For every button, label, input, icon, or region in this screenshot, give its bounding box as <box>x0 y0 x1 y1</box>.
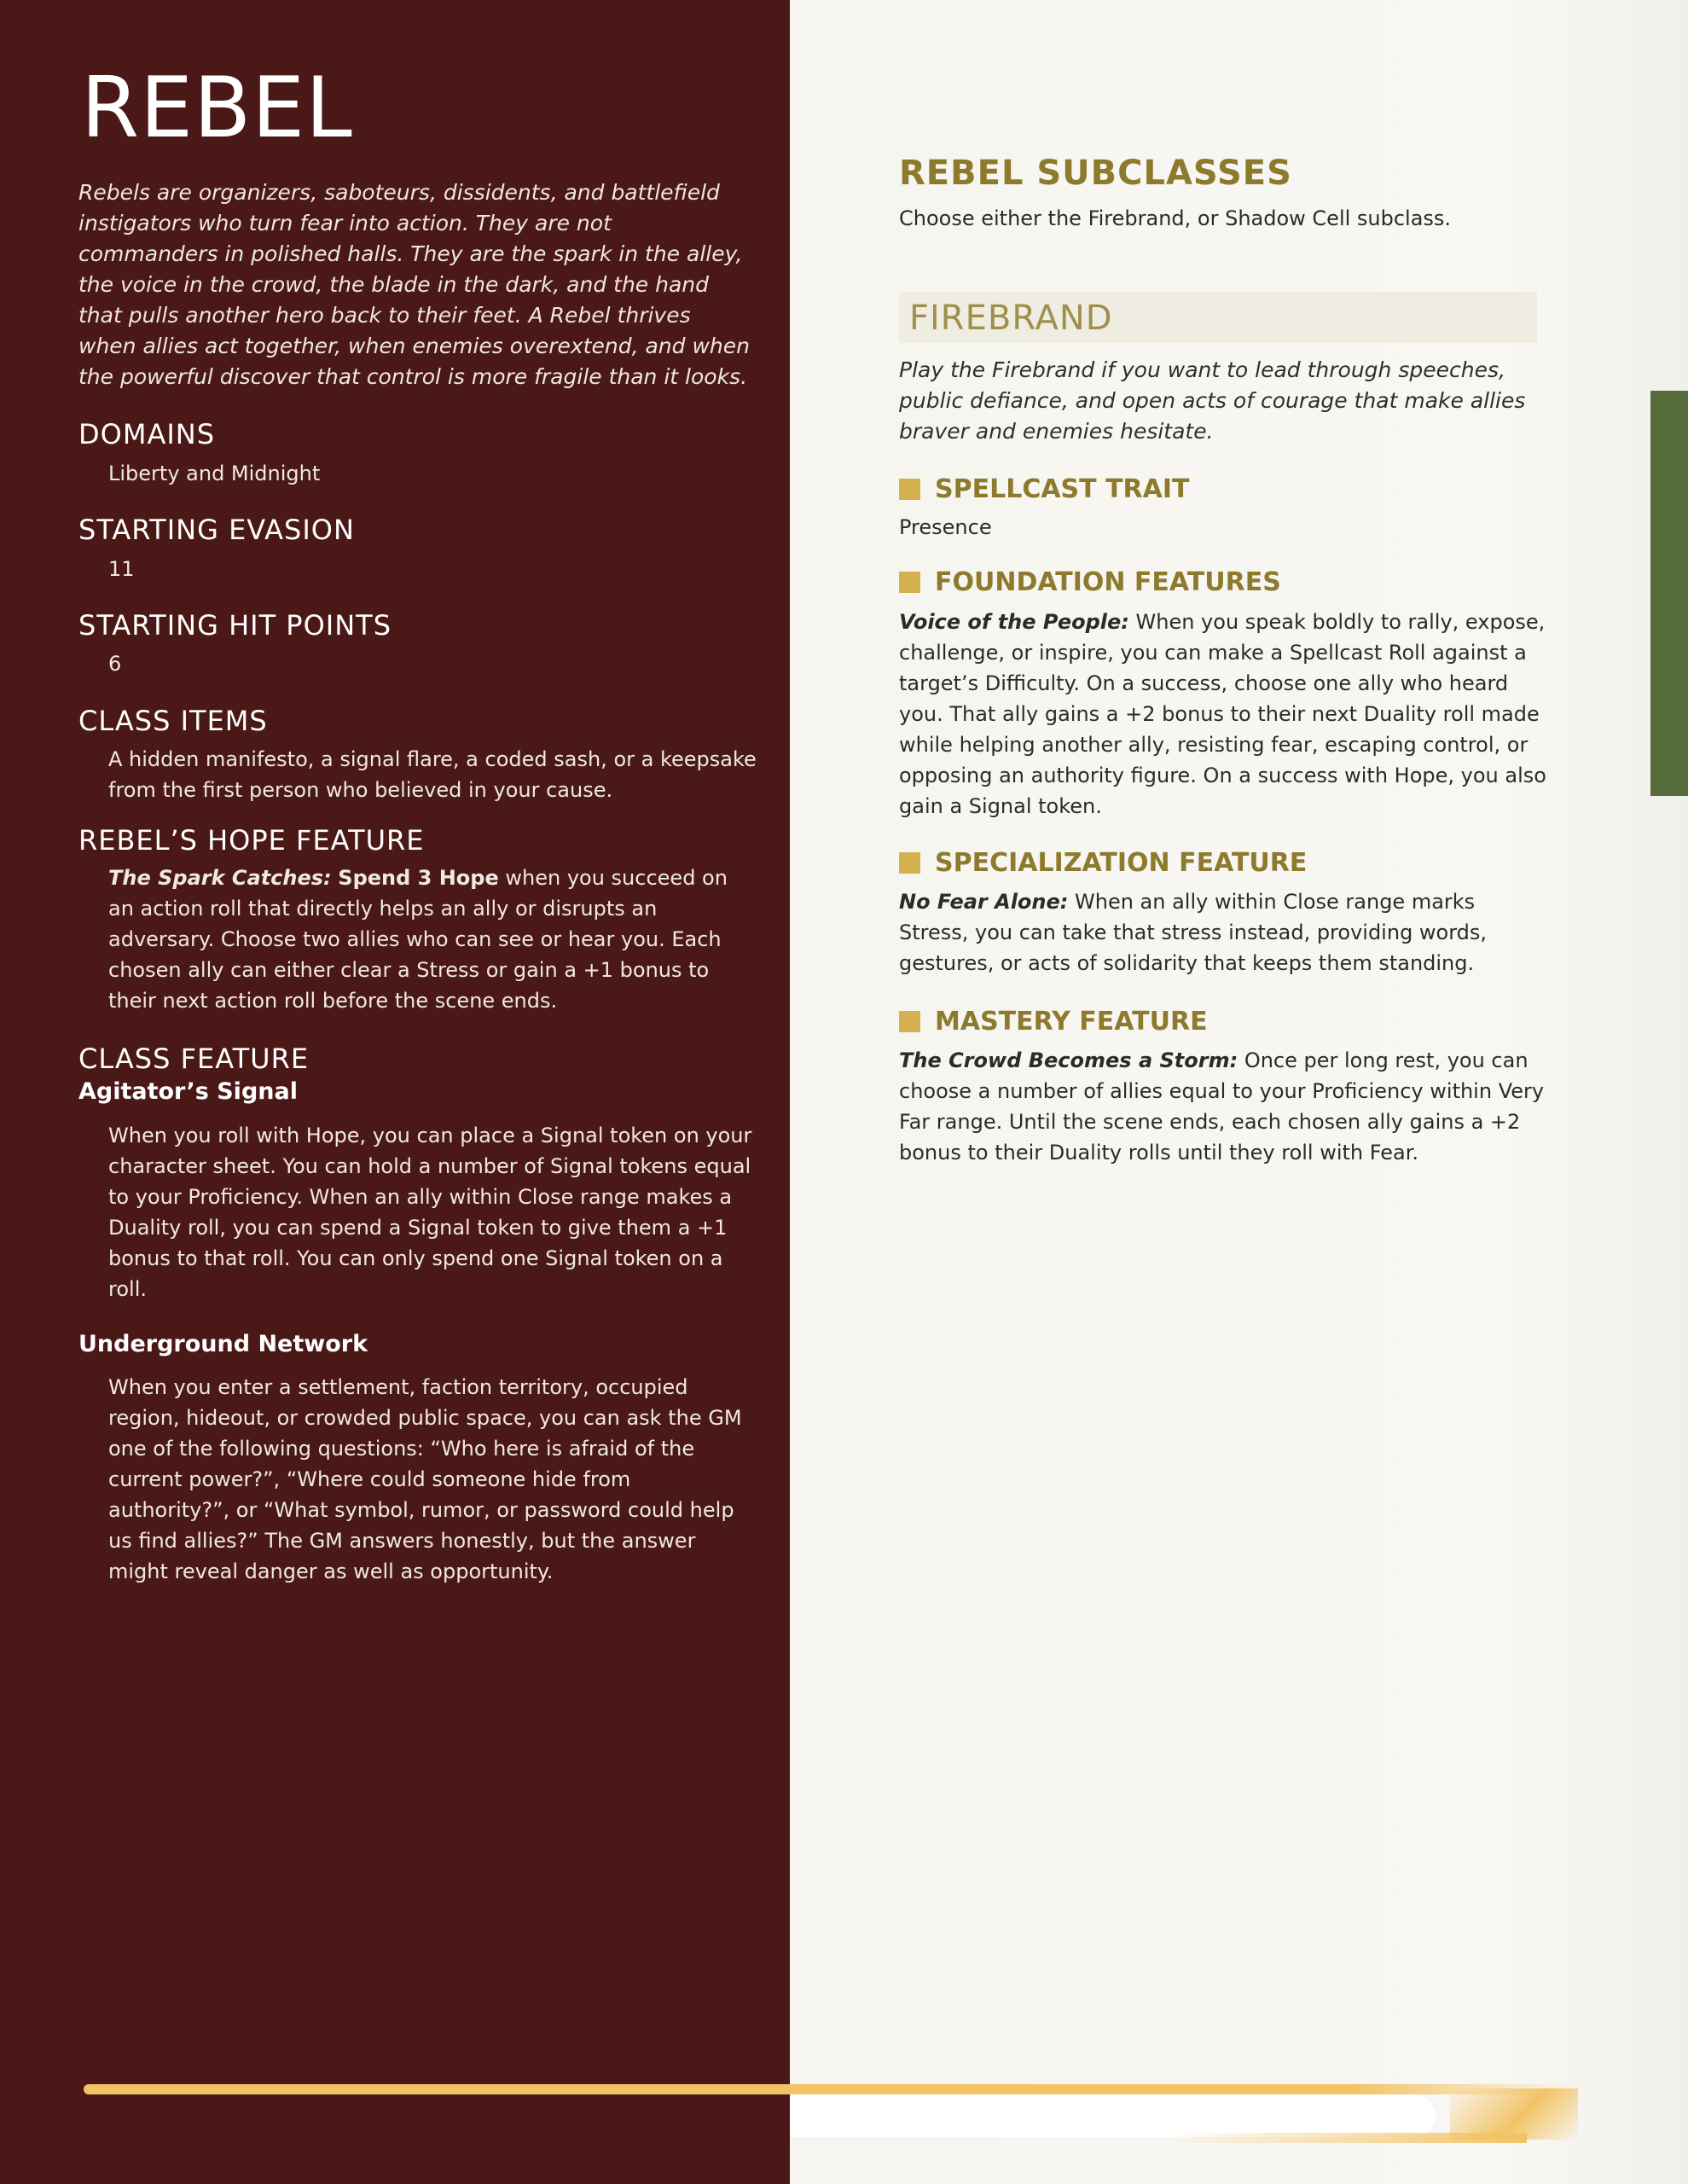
spellcast-value: Presence <box>899 515 992 539</box>
mastery-text <box>899 1045 1547 1168</box>
hope-feature-cost: Spend 3 Hope <box>338 866 499 890</box>
specialization-feature-body: When an ally within Close range marks Stress, you can take that stress instead, providing words, gestures, or acts of solidarity that keeps them standing. <box>899 890 1488 975</box>
left-panel <box>0 0 790 2184</box>
mastery-feature-body: Once per long rest, you can choose a number of allies equal to your Proficiency within Very Far range. Until the scene ends, each chosen ally gains a +2 bonus to their Duality rolls until they roll with Fear. <box>899 1048 1545 1165</box>
feature-agitators-signal-name: Agitator’s Signal <box>78 1078 298 1105</box>
bottom-decorative-bar <box>84 2084 1576 2094</box>
square-bullet-icon <box>899 1011 920 1032</box>
hit-points-heading: STARTING HIT POINTS <box>78 609 392 642</box>
class-feature-heading: CLASS FEATURE <box>78 1043 310 1075</box>
foundation-feature-body: When you speak boldly to rally, expose, challenge, or inspire, you can make a Spellcast Roll against a target’s Difficulty. On a success, choose one ally who heard you. That ally gains a +2 bonus to their next Duality roll made while helping another ally, resisting fear, escaping control, or opposing an authority figure. On a success with Hope, you also gain a Signal token. <box>899 610 1546 818</box>
specialization-heading-text: SPECIALIZATION FEATURE <box>935 848 1308 878</box>
subclasses-intro: Choose either the Firebrand, or Shadow Cell subclass. <box>899 206 1452 230</box>
square-bullet-icon <box>899 852 920 874</box>
mastery-feature-name: The Crowd Becomes a Storm: <box>899 1048 1238 1072</box>
spellcast-heading-text: SPELLCAST TRAIT <box>935 474 1190 504</box>
class-title: REBEL <box>81 60 353 157</box>
subclass-name: FIREBRAND <box>909 299 1113 338</box>
mastery-heading-text: MASTERY FEATURE <box>935 1007 1208 1037</box>
hope-feature-body: when you succeed on an action roll that directly helps an ally or disrupts an adversary. Choose two allies who can see or hear you. Each chosen ally can either clear a Stress or gain a +1 bonus to their next action roll before the scene ends. <box>108 866 728 1013</box>
class-items-value: A hidden manifesto, a signal flare, a coded sash, or a keepsake from the first person who believed in your cause. <box>108 747 757 802</box>
foundation-heading <box>899 567 1281 597</box>
chapter-side-tab <box>1650 391 1688 796</box>
bottom-decorative-pill <box>790 2094 1436 2137</box>
evasion-value: 11 <box>108 557 135 581</box>
domains-value: Liberty and Midnight <box>108 462 321 485</box>
spellcast-heading <box>899 474 1189 504</box>
subclass-intro: Play the Firebrand if you want to lead through speeches, public defiance, and open acts of courage that make allies braver and enemies hesitate. <box>899 357 1526 444</box>
feature-underground-network-name: Underground Network <box>78 1331 368 1357</box>
specialization-heading <box>899 848 1307 878</box>
foundation-feature-name: Voice of the People: <box>899 610 1129 634</box>
feature-agitators-signal-text: When you roll with Hope, you can place a Signal token on your character sheet. You can hold a number of Signal tokens equal to your Proficiency. When an ally within Close range makes a Duality roll, you can spend a Signal token to give them a +1 bonus to that roll. You can only spend one Signal token on a roll. <box>108 1124 752 1301</box>
bottom-decorative-flare <box>1450 2088 1578 2140</box>
hope-feature-text <box>108 863 757 1016</box>
feature-underground-network-text: When you enter a settlement, faction territory, occupied region, hideout, or crowded public space, you can ask the GM one of the following questions: “Who here is afraid of the current power?”, “Where could someone hide from authority?”, or “What symbol, rumor, or password could help us find allies?” The GM answers honestly, but the answer might reveal danger as well as opportunity. <box>108 1375 742 1583</box>
class-intro: Rebels are organizers, saboteurs, dissidents, and battlefield instigators who turn fear into action. They are not commanders in polished halls. They are the spark in the alley, the voice in the crowd, the blade in the dark, and the hand that pulls another hero back to their feet. A Rebel thrives when allies act together, when enemies overextend, and when the powerful discover that control is more fragile than it looks. <box>78 180 750 389</box>
square-bullet-icon <box>899 479 920 500</box>
specialization-text <box>899 886 1547 979</box>
subclasses-title: REBEL SUBCLASSES <box>899 154 1292 193</box>
specialization-feature-name: No Fear Alone: <box>899 890 1069 914</box>
square-bullet-icon <box>899 572 920 593</box>
class-items-heading: CLASS ITEMS <box>78 705 268 737</box>
mastery-heading <box>899 1007 1208 1037</box>
foundation-text <box>899 607 1547 822</box>
hope-feature-heading: REBEL’S HOPE FEATURE <box>78 824 425 857</box>
foundation-heading-text: FOUNDATION FEATURES <box>935 567 1281 597</box>
evasion-heading: STARTING EVASION <box>78 514 355 546</box>
hit-points-value: 6 <box>108 652 122 676</box>
domains-heading: DOMAINS <box>78 418 216 450</box>
hope-feature-name: The Spark Catches: <box>108 866 332 890</box>
subclass-banner <box>899 292 1537 343</box>
